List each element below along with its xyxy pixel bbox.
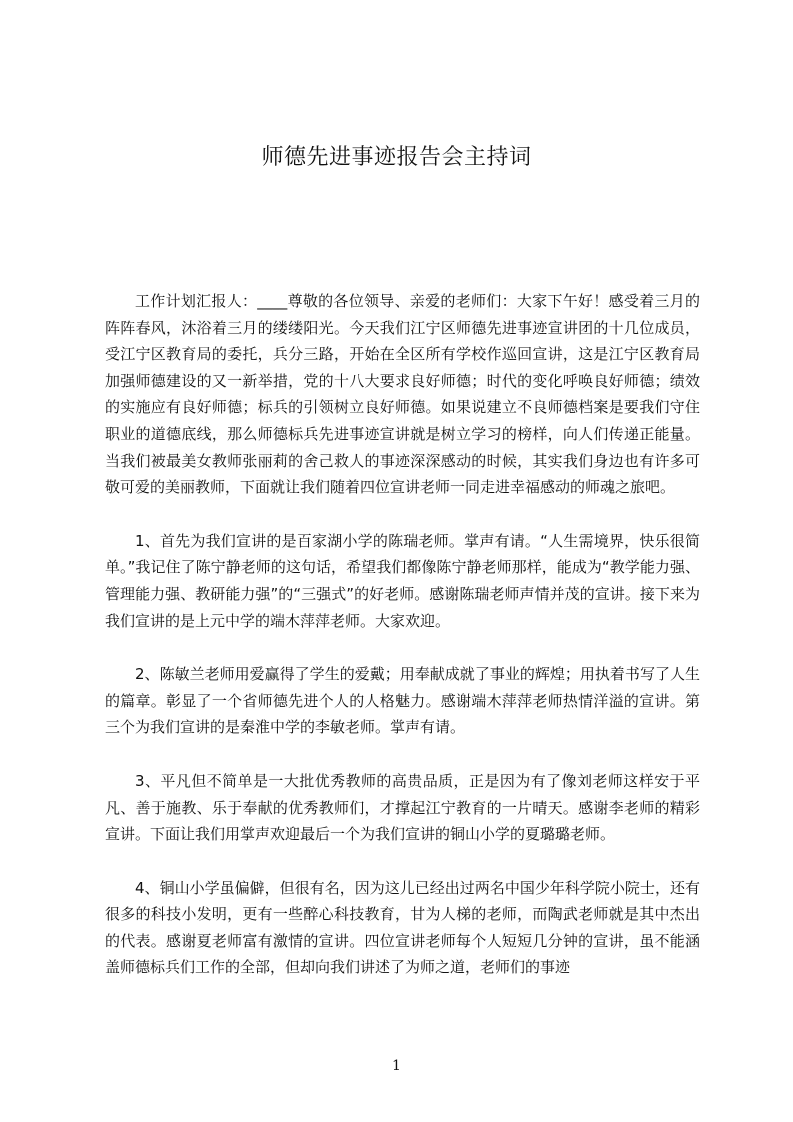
- document-body: [105, 288, 700, 981]
- paragraph-2: 2、陈敏兰老师用爱赢得了学生的爱戴；用奉献成就了事业的辉煌；用执着书写了人生的篇章。彰显了一个省师德先进个人的人格魅力。感谢端木萍萍老师热情洋溢的宣讲。第三个为我们宣讲的是秦淮中学的李敏老师。掌声有请。: [105, 665, 700, 737]
- page-title: 师德先进事迹报告会主持词: [261, 145, 532, 170]
- paragraph-3: 3、平凡但不简单是一大批优秀教师的高贵品质，正是因为有了像刘老师这样安于平凡、善于施教、乐于奉献的优秀教师们，才撑起江宁教育的一片晴天。感谢李老师的精彩宣讲。下面让我们用掌声欢迎最后一个为我们宣讲的铜山小学的夏璐璐老师。: [105, 771, 700, 844]
- page-number: 1: [392, 1058, 401, 1074]
- paragraph-4: 4、铜山小学虽偏僻，但很有名，因为这儿已经出过两名中国少年科学院小院士，还有很多的科技小发明，更有一些醉心科技教育，甘为人梯的老师，而陶武老师就是其中杰出的代表。感谢夏老师富有激情的宣讲。四位宣讲老师每个人短短几分钟的宣讲，虽不能涵盖师德标兵们工作的全部，但却向我们讲述了为师之道，老师们的事迹: [105, 878, 700, 977]
- paragraph-1: 1、首先为我们宣讲的是百家湖小学的陈瑞老师。掌声有请。“人生需境界，快乐很简单。”我记住了陈宁静老师的这句话，希望我们都像陈宁静老师那样，能成为“教学能力强、管理能力强、教研能力强”的“三强式”的好老师。感谢陈瑞老师声情并茂的宣讲。接下来为我们宣讲的是上元中学的端木萍萍老师。大家欢迎。: [105, 531, 700, 630]
- intro-paragraph: 工作计划汇报人：____尊敬的各位领导、亲爱的老师们：大家下午好！感受着三月的阵阵春风，沐浴着三月的缕缕阳光。今天我们江宁区师德先进事迹宣讲团的十几位成员，受江宁区教育局的委托，兵分三路，开始在全区所有学校作巡回宣讲，这是江宁区教育局加强师德建设的又一新举措，党的十八大要求良好师德；时代的变化呼唤良好师德；绩效的实施应有良好师德；标兵的引领树立良好师德。如果说建立不良师德档案是要我们守住职业的道德底线，那么师德标兵先进事迹宣讲就是树立学习的榜样，向人们传递正能量。当我们被最美女教师张丽莉的舍己救人的事迹深深感动的时候，其实我们身边也有许多可敬可爱的美丽教师，下面就让我们随着四位宣讲老师一同走进幸福感动的师魂之旅吧。: [105, 292, 700, 497]
